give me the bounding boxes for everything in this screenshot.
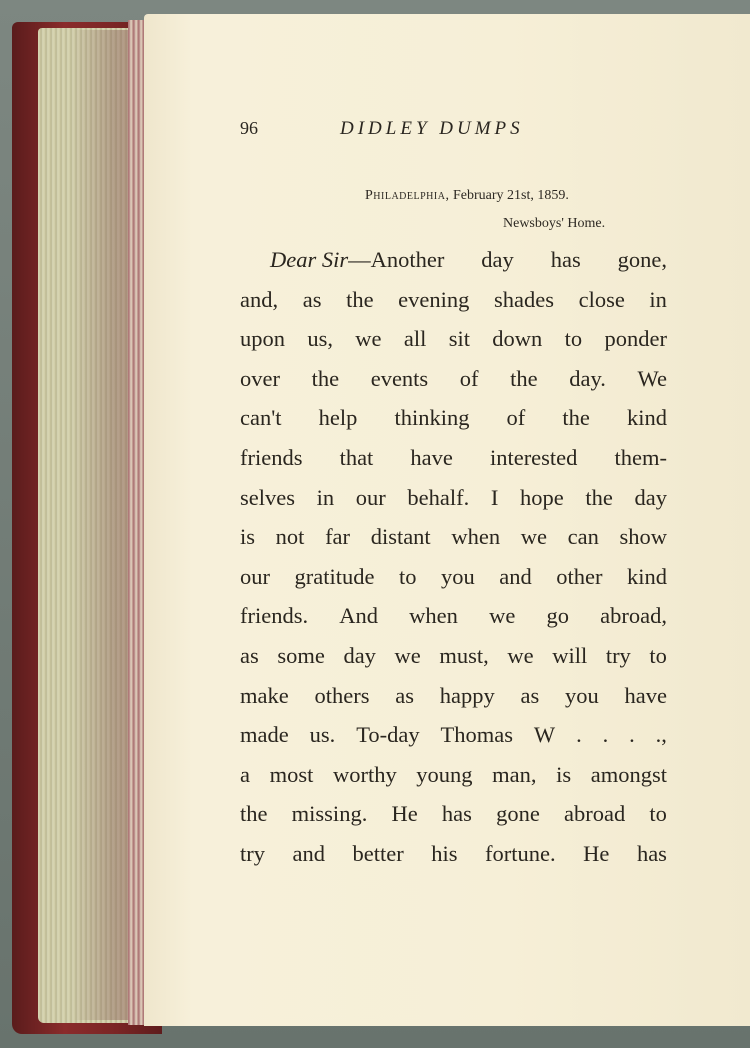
word: down [492,326,543,352]
word: we [489,603,516,629]
word: in [649,286,667,312]
word: some [277,642,325,668]
word: as [520,682,540,708]
word: the [510,365,538,391]
word: we [394,642,421,668]
dateline-place: Philadelphia, [365,188,450,203]
text-line [240,834,667,874]
word: is [556,761,572,787]
word: of [506,405,526,431]
word: to [564,326,583,352]
word: abroad [564,801,626,827]
word: hope [519,484,564,510]
word: can [567,524,599,550]
word: have [624,682,667,708]
word: shades [493,286,554,312]
word: is [240,524,256,550]
word: made [240,722,289,748]
word: day. [569,365,606,391]
text-line [240,398,667,438]
word: thinking [394,405,470,431]
word: has [441,801,472,827]
word: selves [240,484,295,510]
word: try [240,840,265,866]
word: W [533,722,556,748]
word: young [416,761,473,787]
word: as [302,286,322,312]
running-head: DIDLEY DUMPS [340,118,524,139]
word: behalf. [407,484,470,510]
word: others [314,682,370,708]
word: to [649,642,667,668]
word: distant [370,524,431,550]
word: He [391,801,418,827]
word: ., [655,722,667,748]
word: you [564,682,599,708]
word: as [240,642,259,668]
word: our [355,484,386,510]
letter-body [240,240,667,874]
text-line [240,557,667,597]
word: all [403,326,427,352]
word: to [649,801,667,827]
page-number: 96 [240,118,258,138]
word: the [346,286,374,312]
word: far [325,524,351,550]
text-line [240,794,667,834]
word: day [481,247,514,272]
word: Dear Sir—Another [270,240,444,280]
text-line [240,596,667,636]
text-line [240,319,667,359]
word: over [240,365,280,391]
word: a [240,761,250,787]
word: in [316,484,335,510]
word: missing. [291,801,368,827]
text-line [240,517,667,557]
word: close [578,286,625,312]
text-line [240,478,667,518]
word: And [339,603,379,629]
word: ponder [604,326,667,352]
word: go [546,603,569,629]
word: amongst [590,761,667,787]
word: upon [240,326,285,352]
word: his [431,840,458,866]
word: friends [240,444,303,470]
word: other [556,563,603,589]
word: when [451,524,501,550]
word: and [499,563,532,589]
word: . [602,722,609,748]
text-line [240,715,667,755]
word: the [562,405,590,431]
word: day [343,642,376,668]
word: help [318,405,358,431]
word: our [240,563,270,589]
word: you [441,563,475,589]
text-line [240,280,667,320]
word: try [605,642,631,668]
text-line [240,755,667,795]
word: we [507,642,534,668]
word: the [240,801,268,827]
word: I [490,484,499,510]
word: make [240,682,289,708]
word: when [409,603,458,629]
word: interested [489,444,578,470]
word: Thomas [440,722,513,748]
word: kind [626,405,667,431]
dateline-location: Newsboys' Home. [503,216,606,231]
dateline-date: February 21st, 1859. [449,188,569,203]
word: gone, [617,247,667,272]
word: have [410,444,453,470]
word: events [370,365,429,391]
word: can't [240,405,282,431]
word: has [550,247,581,272]
word: man, [492,761,537,787]
text-line [240,636,667,676]
word: has [636,840,667,866]
word: show [619,524,667,550]
word: most [269,761,314,787]
word: will [552,642,588,668]
word: the [311,365,340,391]
word: to [398,563,417,589]
word: gone [496,801,540,827]
word: the [585,484,613,510]
word: fortune. [485,840,556,866]
word: To-day [356,722,420,748]
text-line [240,359,667,399]
word: of [459,365,479,391]
word: We [637,365,667,391]
word: . [629,722,635,748]
word: them- [614,444,667,470]
text-line [240,240,667,280]
word: us. [309,722,336,748]
word: abroad, [600,603,667,629]
word: and [292,840,326,866]
word: as [395,682,414,708]
word: better [352,840,404,866]
word: He [583,840,610,866]
word: us, [307,326,333,352]
word: day [634,484,667,510]
word: gratitude [294,563,375,589]
word: . [576,722,582,748]
word: friends. [240,603,309,629]
text-line [240,438,667,478]
text-line [240,676,667,716]
word: must, [439,642,489,668]
word: sit [448,326,470,352]
word: not [275,524,305,550]
dateline [365,188,569,204]
salutation: Dear Sir [270,247,349,272]
word: happy [439,682,495,708]
page-header [240,118,660,140]
word: worthy [332,761,397,787]
word: and, [240,286,279,312]
word: kind [626,563,667,589]
word: evening [398,286,470,312]
word: we [355,326,382,352]
word: that [339,444,374,470]
word: we [520,524,547,550]
